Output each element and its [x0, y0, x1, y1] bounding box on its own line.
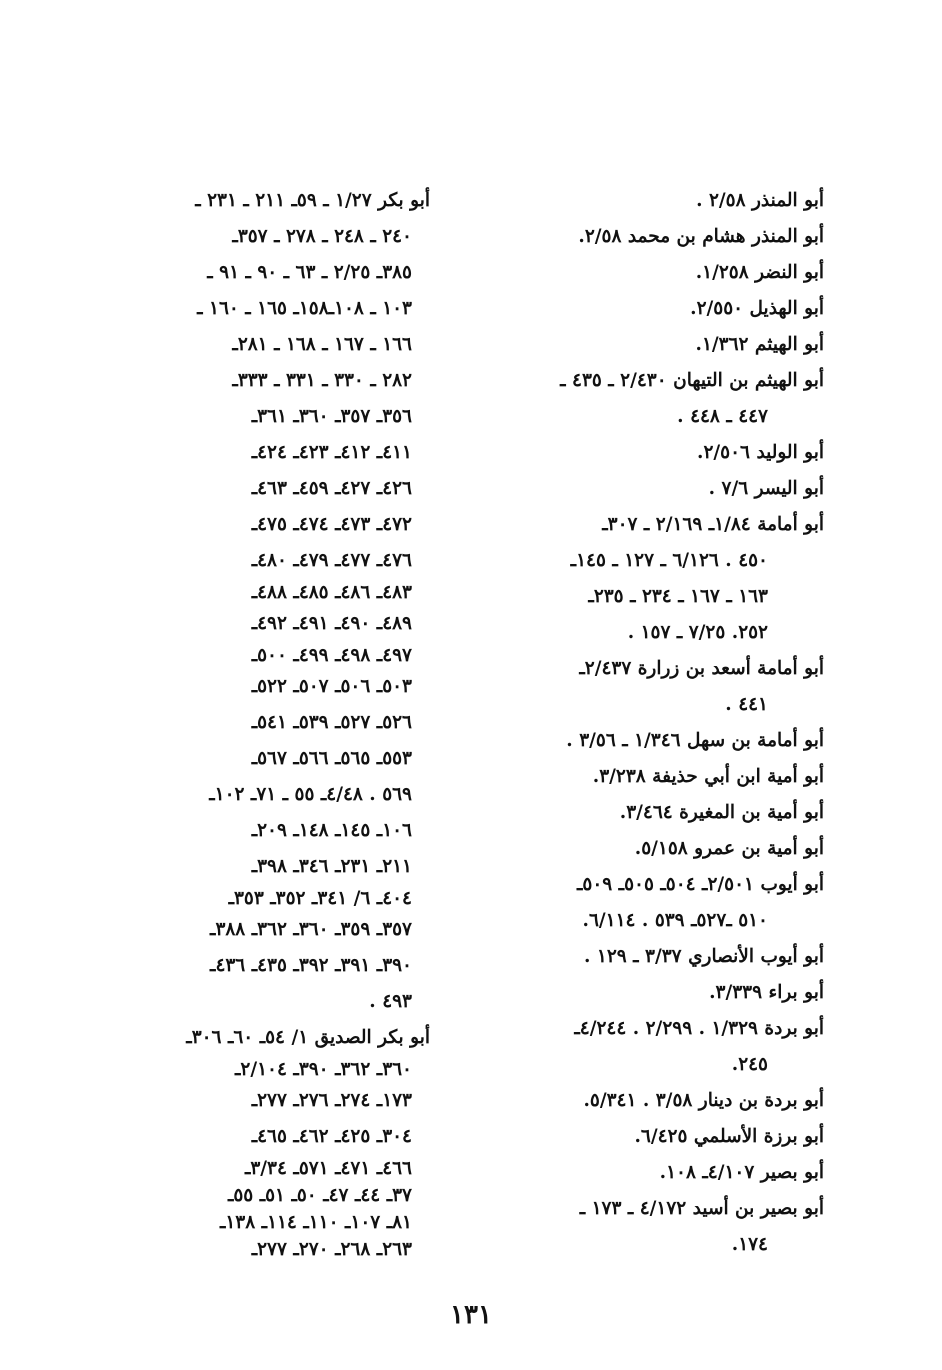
index-entry-continuation: ٤٨٩ـ ٤٩٠ـ ٤٩١ـ ٤٩٢ـ — [251, 613, 412, 634]
index-entry-continuation: ٤٩٣ . — [369, 991, 412, 1012]
index-entry: أبو أمية بن عمرو ٥/١٥٨. — [634, 838, 824, 859]
index-entry: أبو بكر ١/٢٧ ـ ٥٩ـ ٢١١ ـ ٢٣١ ـ — [195, 190, 430, 211]
index-entry-continuation: ٤٨٣ـ ٤٨٦ـ ٤٨٥ـ ٤٨٨ـ — [251, 582, 412, 603]
index-column-left — [90, 183, 430, 1263]
index-column-right — [484, 183, 824, 1263]
index-entry-continuation: ٤٦٦ـ ٤٧١ـ ٥٧١ـ ٣/٣٤ـ — [244, 1158, 412, 1179]
index-entry-continuation: ١٠٣ ـ ١٠٨ـ١٥٨ـ ١٦٥ ـ ١٦٠ ـ — [197, 298, 412, 319]
index-entry-continuation: ٥٥٣ـ ٥٦٥ـ ٥٦٦ـ ٥٦٧ـ — [251, 748, 412, 769]
index-entry: أبو بصير ٤/١٠٧ـ ١٠٨. — [659, 1162, 824, 1183]
index-entry-continuation: ٤٧٢ـ ٤٧٣ـ ٤٧٤ـ ٤٧٥ـ — [251, 514, 412, 535]
index-entry-continuation: ٤٥٠ . ٦/١٢٦ ـ ١٢٧ ـ ١٤٥ـ — [570, 550, 768, 571]
index-entry-continuation: ٤٢٦ـ ٤٢٧ـ ٤٥٩ـ ٤٦٣ـ — [251, 478, 412, 499]
index-entry-continuation: ٤٤١ . — [725, 694, 768, 715]
index-entry-continuation: ٥٠٣ـ ٥٠٦ـ ٥٠٧ـ ٥٢٢ـ — [251, 676, 412, 697]
index-entry-continuation: ١٧٤. — [731, 1234, 768, 1255]
index-entry-continuation: ١٦٦ ـ ١٦٧ ـ ١٦٨ ـ ٢٨١ـ — [232, 334, 412, 355]
index-entry-continuation: ٢٨٢ ـ ٣٣٠ ـ ٣٣١ ـ ٣٣٣ـ — [232, 370, 412, 391]
index-entry: أبو أمية ابن أبي حذيفة ٣/٢٣٨. — [592, 766, 824, 787]
index-entry: أبو الهيثم بن التيهان ٢/٤٣٠ ـ ٤٣٥ ـ — [560, 370, 824, 391]
index-entry-continuation: ٣٥٧ـ ٣٥٩ـ ٣٦٠ـ ٣٦٢ـ ٣٨٨ـ — [210, 919, 412, 940]
index-entry-continuation: ٣٦٠ـ ٣٦٢ـ ٣٩٠ـ ٢/١٠٤ـ — [235, 1059, 412, 1080]
index-entry-continuation: ٢٦٣ـ ٢٦٨ـ ٢٧٠ـ ٢٧٧ـ — [251, 1239, 412, 1260]
index-entry-continuation: ٣٠٤ـ ٤٢٥ـ ٤٦٢ـ ٤٦٥ـ — [251, 1126, 412, 1147]
index-entry: أبو المنذر هشام بن محمد ٢/٥٨. — [578, 226, 824, 247]
index-entry-continuation: ٣٥٦ـ ٣٥٧ـ ٣٦٠ـ ٣٦١ـ — [251, 406, 412, 427]
index-entry: أبو بردة بن دينار ٣/٥٨ . ٥/٣٤١. — [583, 1090, 824, 1111]
index-entry-continuation: ٢٤٥. — [731, 1054, 768, 1075]
index-entry: أبو بردة ١/٣٢٩ . ٢/٢٩٩ . ٤/٢٤٤ـ — [574, 1018, 824, 1039]
index-entry: أبو النضر ١/٢٥٨. — [695, 262, 824, 283]
index-entry-continuation: ٤٧٦ـ ٤٧٧ـ ٤٧٩ـ ٤٨٠ـ — [251, 550, 412, 571]
index-entry: أبو بصير بن أسيد ٤/١٧٢ ـ ١٧٣ ـ — [579, 1198, 824, 1219]
index-entry-continuation: ٣٧ـ ٤٤ـ ٤٧ـ ٥٠ـ ٥١ـ ٥٥ـ — [227, 1185, 412, 1206]
index-entry-continuation: ٤١١ـ ٤١٢ـ ٤٢٣ـ ٤٢٤ـ — [251, 442, 412, 463]
index-entry: أبو أيوب ٢/٥٠١ـ ٥٠٤ـ ٥٠٥ـ ٥٠٩ـ — [577, 874, 824, 895]
index-entry-continuation: ٥٦٩ . ٤/٤٨ـ ٥٥ ـ ٧١ـ ١٠٢ـ — [209, 784, 412, 805]
index-entry: أبو الوليد ٢/٥٠٦. — [697, 442, 824, 463]
index-entry: أبو براء ٣/٣٣٩. — [709, 982, 824, 1003]
index-entry: أبو أمامة أسعد بن زرارة ٢/٤٣٧ـ — [579, 658, 824, 679]
index-entry: أبو أمية بن المغيرة ٣/٤٦٤. — [619, 802, 824, 823]
index-entry-continuation: ٥١٠ ـ٥٢٧ـ ٥٣٩ . ٦/١١٤. — [582, 910, 768, 931]
index-entry-continuation: ١٧٣ـ ٢٧٤ـ ٢٧٦ـ ٢٧٧ـ — [251, 1090, 412, 1111]
index-entry-continuation: ٣٩٠ـ ٣٩١ـ ٣٩٢ـ ٤٣٥ـ ٤٣٦ـ — [210, 955, 412, 976]
index-entry-continuation: ٢٥٢. ٧/٢٥ ـ ١٥٧ . — [627, 622, 768, 643]
index-entry: أبو المنذر ٢/٥٨ . — [696, 190, 824, 211]
index-entry-continuation: ٤٤٧ ـ ٤٤٨ . — [677, 406, 768, 427]
index-entry-continuation: ٢١١ـ ٢٣١ـ ٣٤٦ـ ٣٩٨ـ — [251, 856, 412, 877]
index-entry-continuation: ٤٩٧ـ ٤٩٨ـ ٤٩٩ـ ٥٠٠ـ — [251, 645, 412, 666]
index-entry: أبو برزة الأسلمي ٦/٤٢٥. — [634, 1126, 824, 1147]
index-entry-continuation: ٨١ـ ١٠٧ـ ١١٠ـ ١١٤ـ ١٣٨ـ — [219, 1212, 412, 1233]
page-number: ١٣١ — [450, 1300, 492, 1330]
index-entry: أبو أمامة ١/٨٤ـ ٢/١٦٩ ـ ٣٠٧ـ — [602, 514, 824, 535]
index-entry: أبو أيوب الأنصاري ٣/٣٧ ـ ١٢٩ . — [584, 946, 824, 967]
index-entry-continuation: ٤٠٤ـ ٦/ ٣٤١ـ ٣٥٢ـ ٣٥٣ـ — [228, 888, 412, 909]
index-entry: أبو الهذيل ٢/٥٥٠. — [690, 298, 824, 319]
index-entry: أبو أمامة بن سهل ١/٣٤٦ ـ ٣/٥٦ . — [566, 730, 824, 751]
index-entry-continuation: ٣٨٥ـ ٢/٢٥ ـ ٦٣ ـ ٩٠ ـ ٩١ ـ — [207, 262, 412, 283]
index-entry-continuation: ٢٤٠ ـ ٢٤٨ ـ ٢٧٨ ـ ٣٥٧ـ — [232, 226, 412, 247]
index-entry: أبو بكر الصديق ١/ ٥٤ـ ٦٠ـ ٣٠٦ـ — [186, 1027, 430, 1048]
index-entry: أبو الهيثم ١/٣٦٢. — [695, 334, 824, 355]
index-entry: أبو اليسر ٧/٦ . — [708, 478, 824, 499]
index-entry-continuation: ١٦٣ ـ ١٦٧ ـ ٢٣٤ ـ ٢٣٥ـ — [588, 586, 768, 607]
index-entry-continuation: ٥٢٦ـ ٥٢٧ـ ٥٣٩ـ ٥٤١ـ — [251, 712, 412, 733]
index-entry-continuation: ١٠٦ـ ١٤٥ـ ١٤٨ـ ٢٠٩ـ — [251, 820, 412, 841]
